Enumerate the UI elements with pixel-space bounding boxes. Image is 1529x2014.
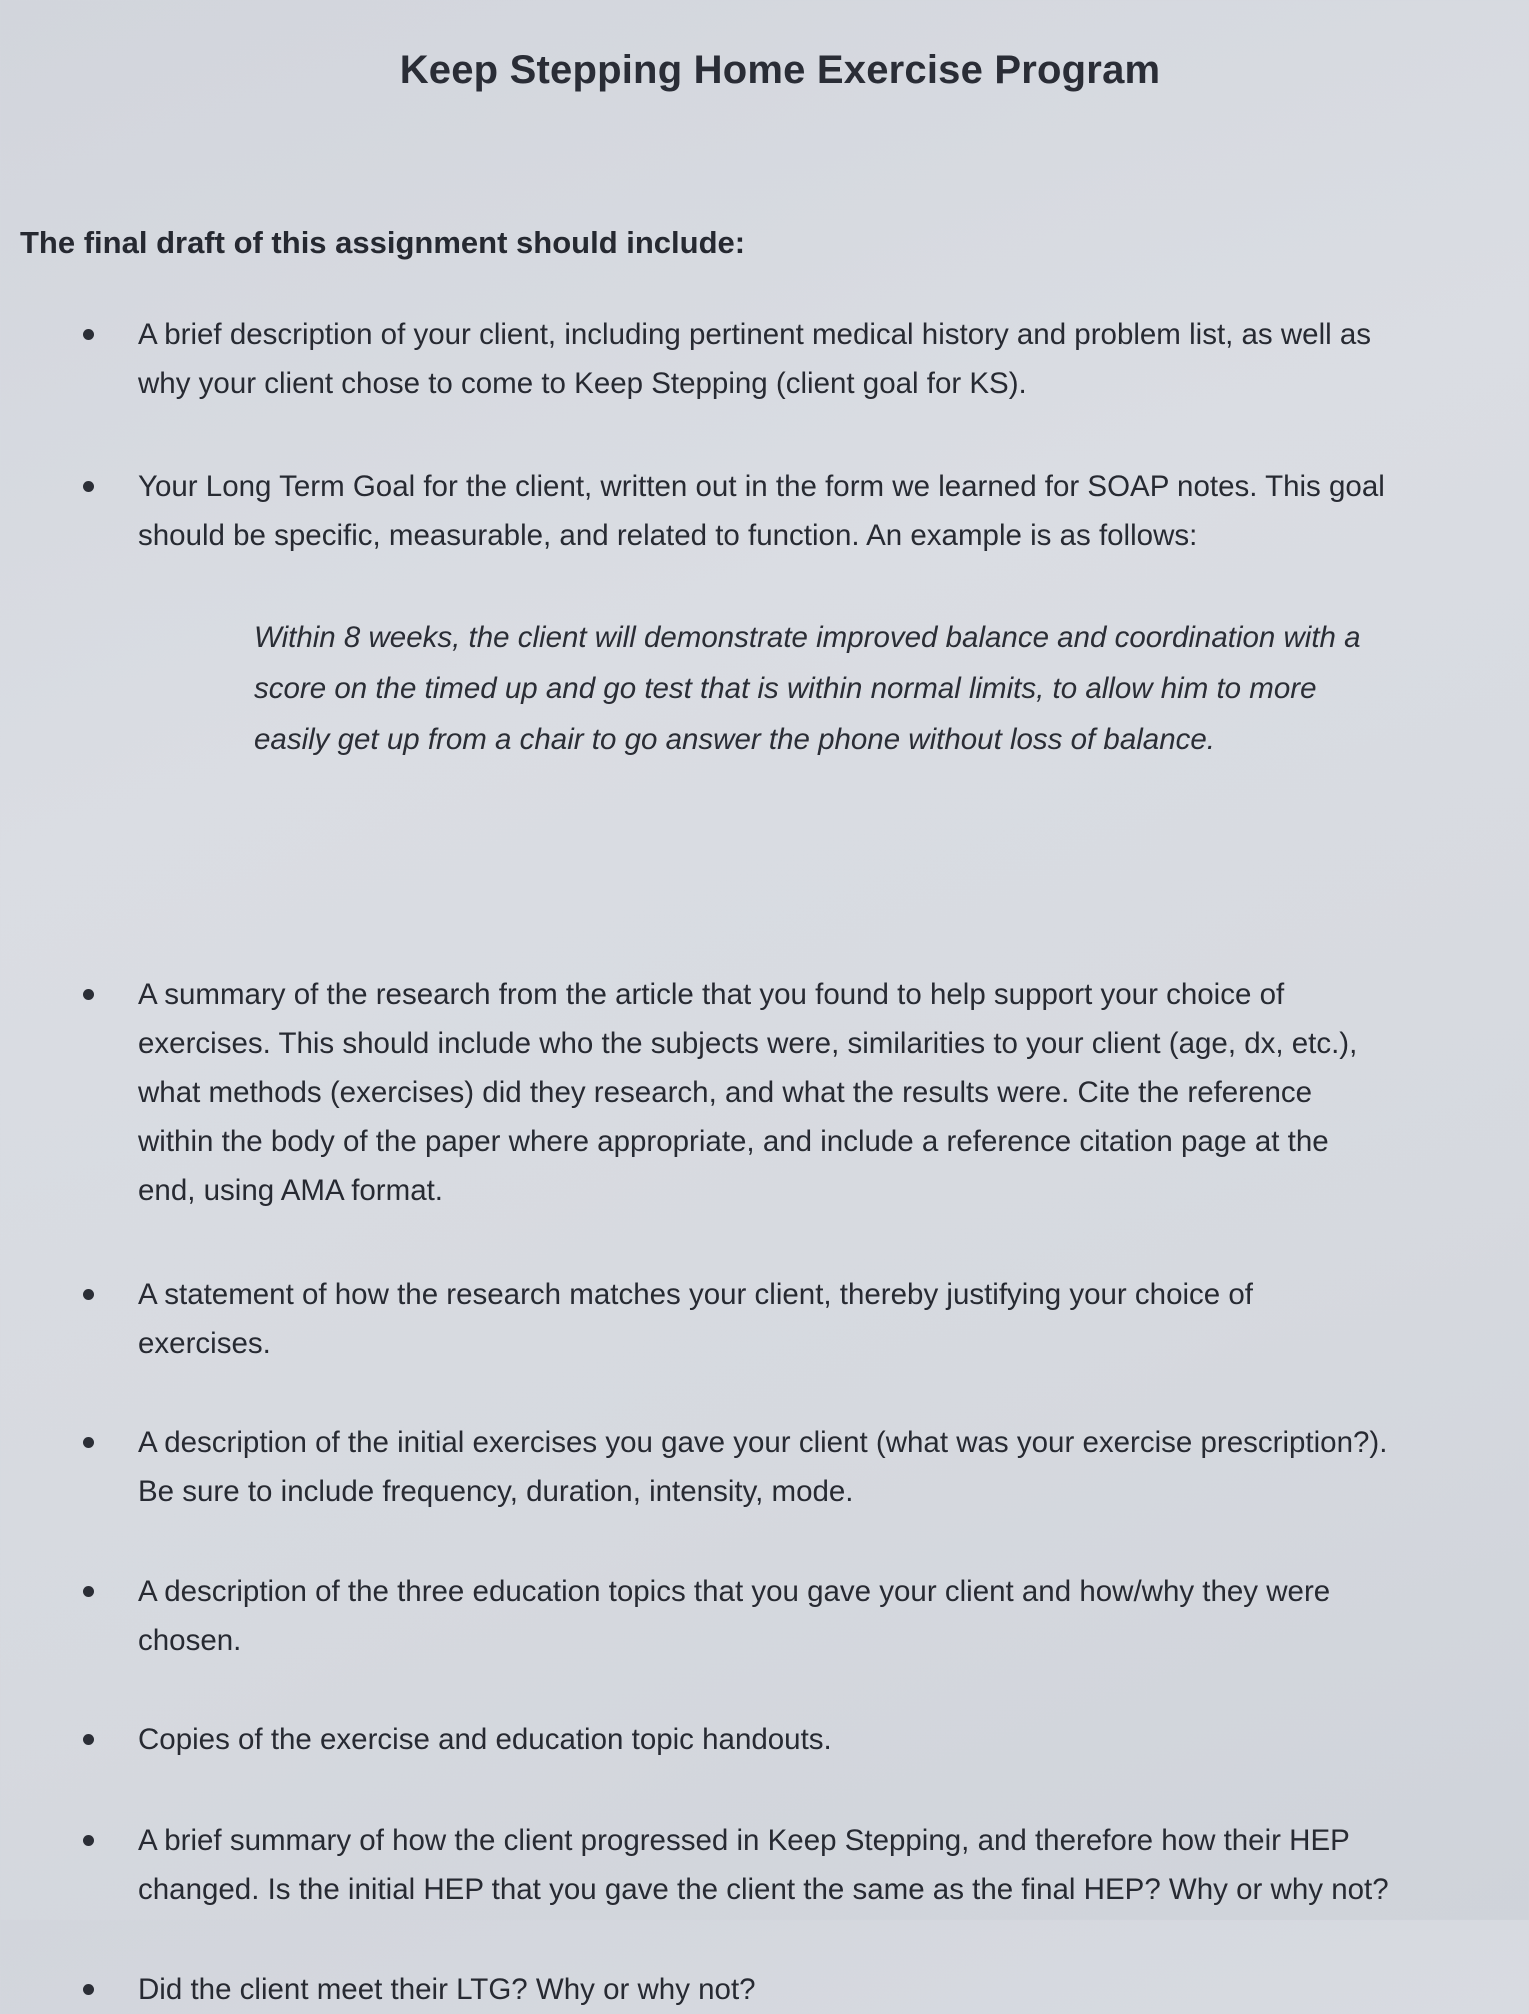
section-heading: The final draft of this assignment should include: [20, 225, 746, 260]
text-line: A brief summary of how the client progressed in Keep Stepping, and therefore how their HEP [138, 1824, 1350, 1857]
list-item-text [138, 310, 1523, 408]
text-line: A summary of the research from the article that you found to help support your choice of [138, 978, 1285, 1011]
bullet-icon [83, 481, 94, 492]
document-title: Keep Stepping Home Exercise Program [399, 48, 1161, 92]
text-line: exercises. [138, 1327, 271, 1360]
text-line: changed. Is the initial HEP that you gave the client the same as the final HEP? Why or why not? [138, 1873, 1389, 1906]
list-item-text [138, 970, 1523, 1215]
text-line: A statement of how the research matches your client, thereby justifying your choice of [138, 1278, 1254, 1311]
text-line: Did the client meet their LTG? Why or why not? [138, 1973, 756, 2006]
bullet-icon [83, 1289, 94, 1300]
text-line: A brief description of your client, including pertinent medical history and problem list, as well as [138, 318, 1372, 351]
bullet-icon [83, 1835, 94, 1846]
example-goal-quote [254, 612, 1361, 765]
list-item-text [138, 1965, 1523, 2014]
bullet-icon [83, 1984, 94, 1995]
list-item-text [138, 462, 1523, 560]
list-item-text [138, 1567, 1523, 1665]
text-line: Copies of the exercise and education topic handouts. [138, 1723, 832, 1756]
text-line: within the body of the paper where appropriate, and include a reference citation page at the [138, 1125, 1329, 1158]
text-line: end, using AMA format. [138, 1174, 443, 1207]
bullet-icon [83, 1437, 94, 1448]
bullet-icon [83, 1586, 94, 1597]
list-item-text [138, 1816, 1523, 1914]
bullet-icon [83, 329, 94, 340]
list-item-text [138, 1270, 1523, 1368]
text-line: score on the timed up and go test that is within normal limits, to allow him to more [254, 672, 1317, 705]
text-line: exercises. This should include who the subjects were, similarities to your client (age, dx, etc.), [138, 1027, 1358, 1060]
text-line: should be specific, measurable, and related to function. An example is as follows: [138, 519, 1198, 552]
text-line: easily get up from a chair to go answer the phone without loss of balance. [254, 723, 1215, 756]
text-line: A description of the initial exercises you gave your client (what was your exercise prescription?). [138, 1426, 1388, 1459]
text-line: Be sure to include frequency, duration, intensity, mode. [138, 1475, 854, 1508]
list-item-text [138, 1715, 1523, 1764]
bullet-icon [83, 989, 94, 1000]
list-item-text [138, 1418, 1523, 1516]
text-line: chosen. [138, 1624, 242, 1657]
text-line: Within 8 weeks, the client will demonstrate improved balance and coordination with a [254, 621, 1361, 654]
text-line: what methods (exercises) did they research, and what the results were. Cite the reference [138, 1076, 1313, 1109]
text-line: A description of the three education topics that you gave your client and how/why they were [138, 1575, 1331, 1608]
text-line: why your client chose to come to Keep Stepping (client goal for KS). [138, 367, 1027, 400]
text-line: Your Long Term Goal for the client, written out in the form we learned for SOAP notes. This goal [138, 470, 1385, 503]
bullet-icon [83, 1734, 94, 1745]
